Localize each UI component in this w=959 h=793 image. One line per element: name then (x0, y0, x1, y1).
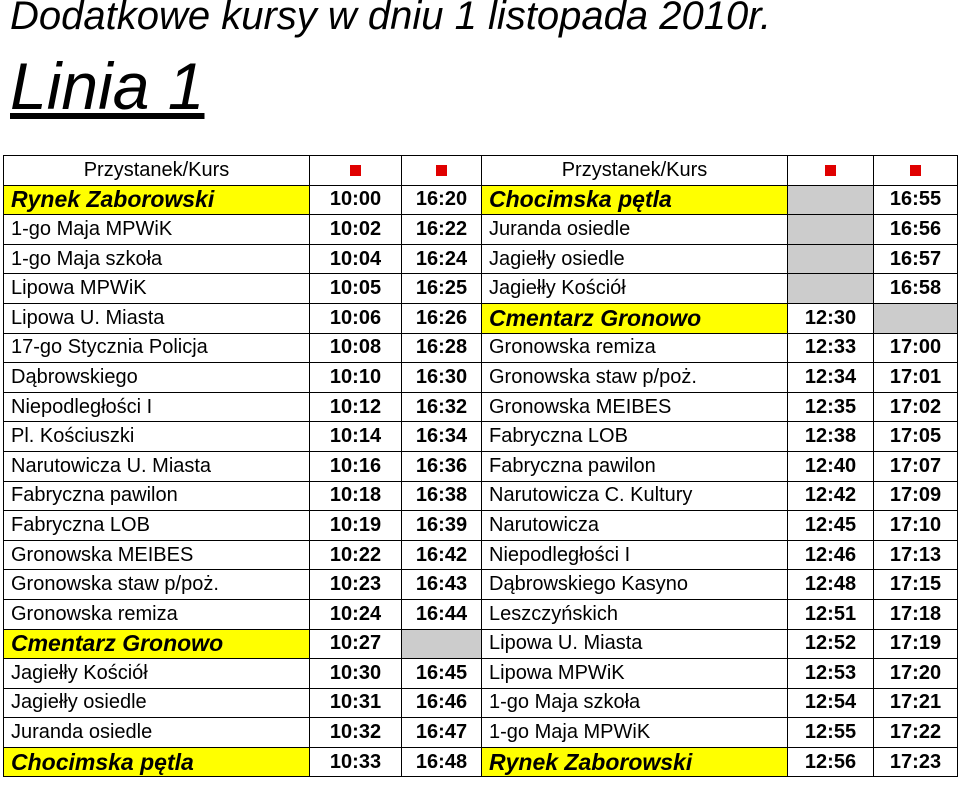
left-stop-name: Dąbrowskiego (4, 363, 310, 393)
left-stop-name: Lipowa U. Miasta (4, 303, 310, 333)
course-marker-2 (402, 156, 482, 186)
left-stop-name: Fabryczna pawilon (4, 481, 310, 511)
right-stop-name: Narutowicza C. Kultury (482, 481, 788, 511)
left-course-1-time: 10:22 (310, 540, 402, 570)
left-stop-name: Narutowicza U. Miasta (4, 451, 310, 481)
left-course-1-time: 10:18 (310, 481, 402, 511)
right-stop-name: Fabryczna pawilon (482, 451, 788, 481)
left-stop-name: 1-go Maja MPWiK (4, 215, 310, 245)
right-stop-name: Dąbrowskiego Kasyno (482, 570, 788, 600)
line-title: Linia 1 (10, 49, 205, 123)
left-course-1-time: 10:06 (310, 303, 402, 333)
right-course-1-time (788, 185, 874, 215)
right-stop-name: Leszczyńskich (482, 599, 788, 629)
left-course-2-time: 16:48 (402, 747, 482, 777)
left-course-1-time: 10:05 (310, 274, 402, 304)
table-row (4, 599, 958, 629)
right-course-1-time: 12:35 (788, 392, 874, 422)
right-course-2-time: 17:09 (874, 481, 958, 511)
right-course-1-time: 12:30 (788, 303, 874, 333)
right-stop-name: Jagiełły osiedle (482, 244, 788, 274)
right-course-1-time: 12:45 (788, 511, 874, 541)
right-course-2-time: 17:23 (874, 747, 958, 777)
left-course-2-time: 16:24 (402, 244, 482, 274)
left-stop-name: Fabryczna LOB (4, 511, 310, 541)
right-course-1-time: 12:51 (788, 599, 874, 629)
left-course-2-time: 16:45 (402, 659, 482, 689)
table-row (4, 659, 958, 689)
left-course-2-time: 16:22 (402, 215, 482, 245)
left-stop-name: Niepodległości I (4, 392, 310, 422)
header-left-label: Przystanek/Kurs (4, 156, 310, 186)
left-course-1-time: 10:31 (310, 688, 402, 718)
left-course-2-time: 16:38 (402, 481, 482, 511)
table-row (4, 718, 958, 748)
left-course-1-time: 10:27 (310, 629, 402, 659)
table-row (4, 422, 958, 452)
left-stop-name: Jagiełły Kościół (4, 659, 310, 689)
red-square-icon (350, 165, 361, 176)
right-course-1-time: 12:40 (788, 451, 874, 481)
right-course-1-time: 12:56 (788, 747, 874, 777)
right-stop-name: Gronowska MEIBES (482, 392, 788, 422)
left-stop-name: Lipowa MPWiK (4, 274, 310, 304)
left-course-1-time: 10:30 (310, 659, 402, 689)
left-course-2-time: 16:47 (402, 718, 482, 748)
right-course-1-time: 12:54 (788, 688, 874, 718)
timetable (3, 155, 958, 777)
left-course-2-time: 16:30 (402, 363, 482, 393)
right-course-1-time (788, 215, 874, 245)
left-course-1-time: 10:24 (310, 599, 402, 629)
right-course-1-time: 12:42 (788, 481, 874, 511)
left-stop-name: Pl. Kościuszki (4, 422, 310, 452)
table-row (4, 511, 958, 541)
left-course-2-time: 16:20 (402, 185, 482, 215)
right-course-2-time: 17:18 (874, 599, 958, 629)
right-course-2-time (874, 303, 958, 333)
right-course-1-time: 12:46 (788, 540, 874, 570)
left-course-1-time: 10:10 (310, 363, 402, 393)
table-row (4, 185, 958, 215)
left-course-2-time: 16:43 (402, 570, 482, 600)
right-course-2-time: 17:02 (874, 392, 958, 422)
table-row (4, 570, 958, 600)
left-course-1-time: 10:00 (310, 185, 402, 215)
left-course-2-time: 16:42 (402, 540, 482, 570)
right-stop-name: Niepodległości I (482, 540, 788, 570)
left-stop-name: 1-go Maja szkoła (4, 244, 310, 274)
right-course-2-time: 16:55 (874, 185, 958, 215)
right-stop-name: Juranda osiedle (482, 215, 788, 245)
right-stop-name: Lipowa MPWiK (482, 659, 788, 689)
right-stop-name: Lipowa U. Miasta (482, 629, 788, 659)
right-course-1-time: 12:38 (788, 422, 874, 452)
red-square-icon (910, 165, 921, 176)
table-row (4, 215, 958, 245)
table-row (4, 363, 958, 393)
left-stop-name: Gronowska staw p/poż. (4, 570, 310, 600)
right-course-2-time: 17:07 (874, 451, 958, 481)
left-stop-name: Cmentarz Gronowo (4, 629, 310, 659)
right-course-2-time: 17:05 (874, 422, 958, 452)
right-course-2-time: 16:58 (874, 274, 958, 304)
left-course-1-time: 10:19 (310, 511, 402, 541)
right-stop-name: Chocimska pętla (482, 185, 788, 215)
table-row (4, 688, 958, 718)
left-course-1-time: 10:08 (310, 333, 402, 363)
left-course-1-time: 10:14 (310, 422, 402, 452)
right-course-2-time: 17:21 (874, 688, 958, 718)
left-course-2-time: 16:39 (402, 511, 482, 541)
left-course-2-time (402, 629, 482, 659)
left-course-2-time: 16:34 (402, 422, 482, 452)
right-stop-name: Gronowska staw p/poż. (482, 363, 788, 393)
right-course-2-time: 17:10 (874, 511, 958, 541)
right-course-2-time: 17:22 (874, 718, 958, 748)
table-row (4, 303, 958, 333)
course-marker-3 (788, 156, 874, 186)
header-row (4, 156, 958, 186)
red-square-icon (825, 165, 836, 176)
right-course-2-time: 17:15 (874, 570, 958, 600)
right-stop-name: Rynek Zaborowski (482, 747, 788, 777)
left-course-2-time: 16:44 (402, 599, 482, 629)
right-course-1-time: 12:52 (788, 629, 874, 659)
right-course-1-time: 12:53 (788, 659, 874, 689)
table-row (4, 747, 958, 777)
course-marker-1 (310, 156, 402, 186)
left-course-1-time: 10:16 (310, 451, 402, 481)
right-course-1-time (788, 244, 874, 274)
left-course-1-time: 10:23 (310, 570, 402, 600)
left-course-1-time: 10:02 (310, 215, 402, 245)
right-course-1-time: 12:33 (788, 333, 874, 363)
right-course-2-time: 16:56 (874, 215, 958, 245)
right-course-1-time (788, 274, 874, 304)
right-stop-name: Fabryczna LOB (482, 422, 788, 452)
left-course-1-time: 10:12 (310, 392, 402, 422)
left-course-1-time: 10:33 (310, 747, 402, 777)
right-course-2-time: 17:13 (874, 540, 958, 570)
right-stop-name: Narutowicza (482, 511, 788, 541)
right-course-2-time: 17:19 (874, 629, 958, 659)
course-marker-4 (874, 156, 958, 186)
left-stop-name: Juranda osiedle (4, 718, 310, 748)
header-right-label: Przystanek/Kurs (482, 156, 788, 186)
left-stop-name: Rynek Zaborowski (4, 185, 310, 215)
table-row (4, 481, 958, 511)
left-course-1-time: 10:04 (310, 244, 402, 274)
table-row (4, 629, 958, 659)
table-row (4, 451, 958, 481)
left-stop-name: Jagiełły osiedle (4, 688, 310, 718)
right-stop-name: Jagiełły Kościół (482, 274, 788, 304)
left-stop-name: 17-go Stycznia Policja (4, 333, 310, 363)
table-row (4, 244, 958, 274)
right-course-2-time: 17:00 (874, 333, 958, 363)
left-course-2-time: 16:46 (402, 688, 482, 718)
left-course-1-time: 10:32 (310, 718, 402, 748)
right-course-1-time: 12:34 (788, 363, 874, 393)
right-course-1-time: 12:55 (788, 718, 874, 748)
left-course-2-time: 16:32 (402, 392, 482, 422)
table-row (4, 333, 958, 363)
page-title: Dodatkowe kursy w dniu 1 listopada 2010r. (10, 0, 772, 38)
right-stop-name: Gronowska remiza (482, 333, 788, 363)
left-course-2-time: 16:25 (402, 274, 482, 304)
left-stop-name: Gronowska MEIBES (4, 540, 310, 570)
right-course-2-time: 17:01 (874, 363, 958, 393)
left-course-2-time: 16:28 (402, 333, 482, 363)
right-course-1-time: 12:48 (788, 570, 874, 600)
left-course-2-time: 16:36 (402, 451, 482, 481)
table-row (4, 274, 958, 304)
right-course-2-time: 16:57 (874, 244, 958, 274)
table-row (4, 392, 958, 422)
right-stop-name: 1-go Maja MPWiK (482, 718, 788, 748)
left-course-2-time: 16:26 (402, 303, 482, 333)
left-stop-name: Chocimska pętla (4, 747, 310, 777)
right-course-2-time: 17:20 (874, 659, 958, 689)
left-stop-name: Gronowska remiza (4, 599, 310, 629)
right-stop-name: 1-go Maja szkoła (482, 688, 788, 718)
right-stop-name: Cmentarz Gronowo (482, 303, 788, 333)
red-square-icon (436, 165, 447, 176)
table-row (4, 540, 958, 570)
